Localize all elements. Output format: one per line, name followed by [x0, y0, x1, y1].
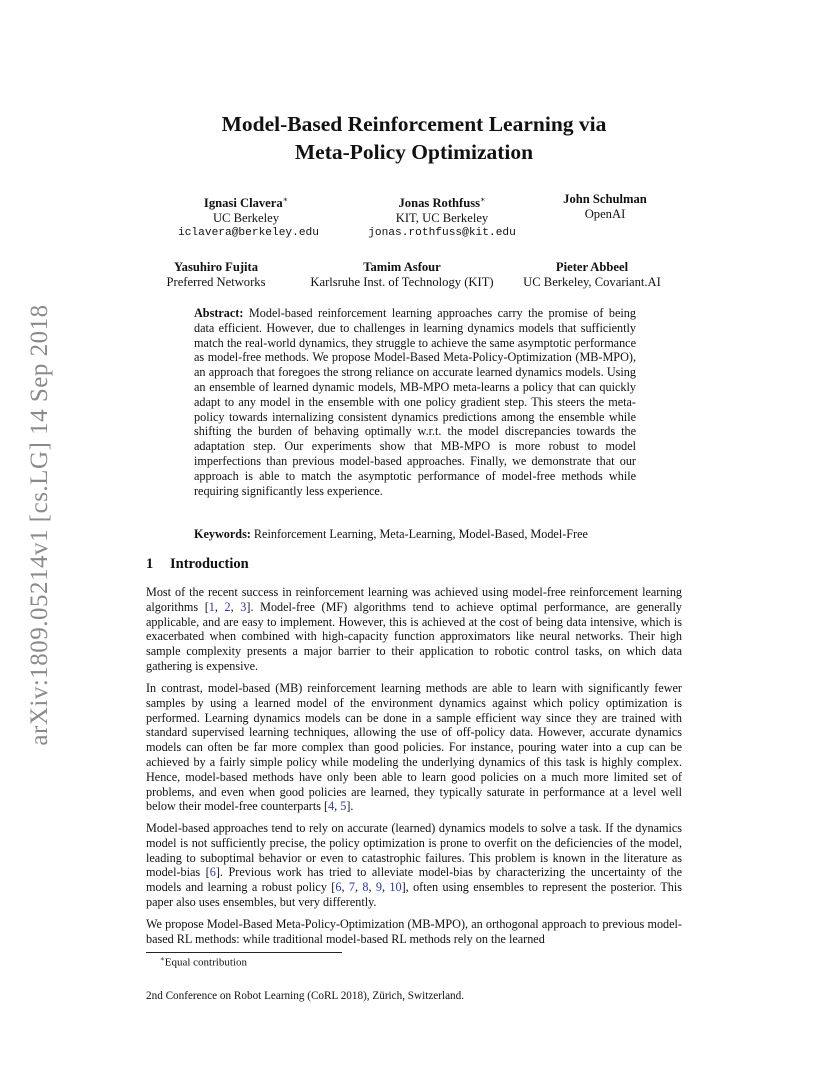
author-name: Jonas Rothfuss — [398, 196, 481, 211]
citation-separator: , — [214, 599, 225, 614]
citation-link[interactable]: 4 — [328, 799, 335, 814]
footnote — [160, 955, 247, 969]
author-name: Tamim Asfour — [363, 260, 441, 274]
author-email[interactable]: jonas.rothfuss@kit.edu — [368, 227, 516, 240]
citation-link[interactable]: 9 — [375, 880, 382, 895]
citation-separator: , — [334, 799, 341, 814]
title-line-1: Model-Based Reinforcement Learning via — [221, 112, 607, 136]
author-name: John Schulman — [563, 192, 647, 206]
paragraph-text: ], often using ensembles to represent the posterior. This paper also uses ensembles, but very differently. — [146, 880, 683, 909]
paragraph-text: Model-based approaches tend to rely on accurate (learned) dynamics models to solve a task. If the dynamics model is not sufficiently precise, the policy optimization is prone to overfit on the deficiencies of the model, leading to suboptimal behavior or even to catastrophic failures. This problem is known in the literature as model-bias [ — [146, 821, 682, 880]
author-affiliation: OpenAI — [584, 207, 626, 221]
citation-link[interactable]: 6 — [335, 880, 342, 895]
paragraph-text: Most of the recent success in reinforcement learning was achieved using model-free reinforcement learning algorithms [ — [146, 585, 682, 614]
author-name: Yasuhiro Fujita — [173, 260, 259, 274]
author-affiliation: Preferred Networks — [166, 275, 266, 289]
author-block — [362, 192, 522, 241]
author-name: Ignasi Clavera — [203, 196, 283, 211]
section-title: Introduction — [170, 556, 249, 572]
author-affiliation: UC Berkeley — [212, 211, 280, 226]
footnote-text: Equal contribution — [164, 956, 247, 969]
author-block — [178, 192, 319, 241]
citation-separator: , — [354, 880, 363, 895]
paragraph-4 — [146, 917, 682, 947]
equal-contribution-mark: ∗ — [480, 195, 486, 204]
citation-link[interactable]: 5 — [340, 799, 347, 814]
paragraph-2 — [146, 681, 682, 814]
keywords — [194, 527, 636, 542]
paragraph-text: ]. — [346, 799, 354, 814]
arxiv-stamp — [22, 290, 58, 760]
paragraph-text: We propose Model-Based Meta-Policy-Optimization (MB-MPO), an orthogonal approach to previous model-based RL methods: while traditional model-based RL methods rely on the learned — [146, 917, 682, 946]
citation-link[interactable]: 8 — [362, 880, 369, 895]
citation-separator: , — [381, 880, 390, 895]
author-block — [292, 260, 512, 290]
paragraph-1 — [146, 585, 682, 674]
author-email[interactable]: iclavera@berkeley.edu — [178, 227, 319, 240]
paragraph-text: In contrast, model-based (MB) reinforcement learning methods are able to learn with significantly fewer samples by using a learned model of the environment dynamics against which policy optimization is performed. Learning dynamics models can be done in a sample efficient way since they are trained with standard supervised learning techniques, allowing the use of off-policy data. However, accurate dynamics models can often be far more complex than good policies. For instance, pouring water into a cup can be achieved by a fairly simple policy while modeling the underlying dynamics of this task is highly complex. Hence, model-based methods have only been able to learn good policies on a much more limited set of problems, and even when good policies are learned, they typically saturate in performance at a level well below their model-free counterparts [ — [146, 681, 682, 814]
keywords-text: Reinforcement Learning, Meta-Learning, Model-Based, Model-Free — [250, 527, 588, 541]
author-affiliation: Karlsruhe Inst. of Technology (KIT) — [310, 275, 494, 289]
citation-link[interactable]: 1 — [208, 599, 215, 614]
citation-separator: , — [368, 880, 376, 895]
abstract-label: Abstract: — [194, 306, 244, 320]
footnote-divider — [146, 952, 342, 953]
paper-title — [146, 110, 682, 166]
equal-contribution-mark: ∗ — [282, 195, 289, 204]
abstract-text: Model-based reinforcement learning approaches carry the promise of being data efficient. However, due to challenges in learning dynamics models that sufficiently match the real-world dynamics, they struggle to achieve the same asymptotic performance as model-free methods. We propose Model-Based Meta-Policy-Optimization (MB-MPO), an approach that foregoes the strong reliance on accurate learned dynamics models. Using an ensemble of learned dynamic models, MB-MPO meta-learns a policy that can quickly adapt to any model in the ensemble with one policy gradient step. This steers the meta-policy towards internalizing consistent dynamics predictions among the ensemble while shifting the burden of behaving optimally w.r.t. the model discrepancies towards the adaptation step. Our experiments show that MB-MPO is more robust to model imperfections than previous model-based approaches. Finally, we demonstrate that our approach is able to match the asymptotic performance of model-free methods while requiring significantly less experience. — [194, 306, 636, 498]
section-number: 1 — [146, 556, 154, 572]
author-block — [514, 260, 670, 290]
paragraph-3 — [146, 821, 682, 910]
citation-link[interactable]: 3 — [240, 599, 247, 614]
keywords-label: Keywords: — [194, 527, 251, 541]
paragraph-text: ]. Model-free (MF) algorithms tend to achieve optimal performance, are generally applicable, and are easy to implement. However, this is achieved at the cost of being data intensive, which is exacerbated when combined with high-capacity function approximators like neural networks. Their high sample complexity presents a major barrier to their application to robotic control tasks, on which data gathering is expensive. — [146, 599, 682, 673]
author-name: Pieter Abbeel — [555, 260, 629, 274]
author-block — [550, 192, 660, 222]
conference-note: 2nd Conference on Robot Learning (CoRL 2018), Zürich, Switzerland. — [146, 990, 465, 1002]
author-affiliation: UC Berkeley, Covariant.AI — [523, 275, 661, 289]
citation-link[interactable]: 7 — [348, 880, 355, 895]
citation-link[interactable]: 6 — [209, 865, 216, 880]
paragraph-text: ]. Previous work has tried to alleviate model-bias by characterizing the uncertainty of the models and learning a robust policy [ — [146, 865, 682, 895]
arxiv-stamp-text: arXiv:1809.05214v1 [cs.LG] 14 Sep 2018 — [26, 304, 53, 746]
citation-separator: , — [341, 880, 349, 895]
citation-link[interactable]: 10 — [389, 880, 402, 895]
citation-separator: , — [230, 599, 241, 614]
section-heading — [146, 556, 249, 573]
author-affiliation: KIT, UC Berkeley — [395, 211, 489, 226]
citation-link[interactable]: 2 — [224, 599, 231, 614]
abstract — [194, 306, 636, 498]
author-block — [158, 260, 274, 290]
title-line-2: Meta-Policy Optimization — [294, 140, 534, 164]
footnote-mark: ∗ — [160, 955, 165, 963]
